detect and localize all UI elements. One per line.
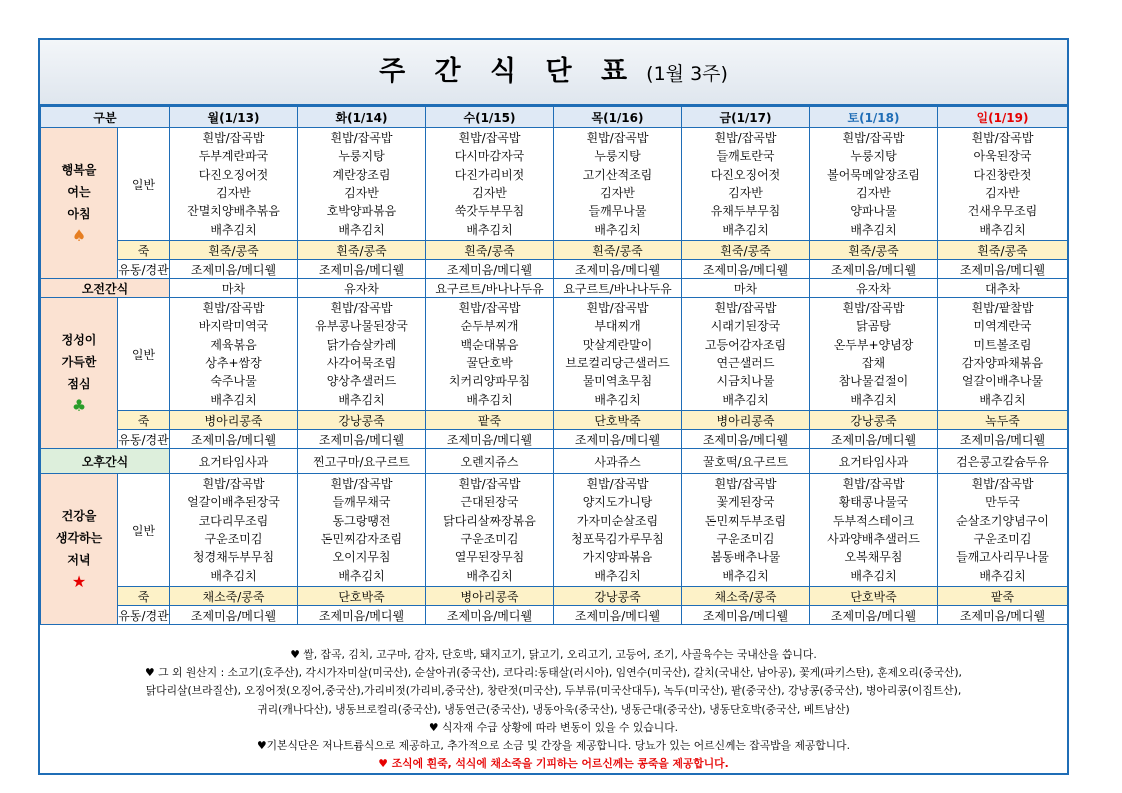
afternoon-snack-thu: 사과쥬스: [554, 449, 682, 474]
lunch-title-line: 점심: [67, 377, 91, 391]
lunch-juk-mon: 병아리콩죽: [170, 411, 298, 430]
dish-item: 배추김치: [979, 392, 1026, 407]
dish-item: 볼어묵메알장조림: [827, 167, 920, 182]
dinner-milk-fri: 조제미음/메디웰: [682, 606, 810, 625]
dish-item: 배추김치: [338, 222, 385, 237]
lunch-milk-wed: 조제미음/메디웰: [426, 430, 554, 449]
dish-item: 사과양배추샐러드: [827, 532, 920, 546]
lunch-suit-icon: ♣: [71, 396, 87, 415]
dish-item: 흰밥/잡곡밥: [202, 477, 265, 492]
morning-snack-sat: 유자차: [810, 279, 938, 298]
dinner-milk-wed: 조제미음/메디웰: [426, 606, 554, 625]
dish-item: 김자반: [985, 186, 1020, 200]
lunch-dishes-fri: [682, 298, 810, 411]
dish-item: 누룽지탕: [594, 149, 641, 164]
dish-item: 사각어묵조림: [326, 356, 397, 370]
lunch-juk-row: [41, 411, 1068, 430]
breakfast-milk-sun: 조제미음/메디웰: [938, 260, 1068, 279]
breakfast-juk-row: [41, 241, 1068, 260]
dish-item: 온두부+양념장: [833, 337, 914, 352]
dish-item: 김자반: [216, 186, 251, 200]
dish-item: 꿀단호박: [466, 356, 513, 370]
dish-item: 흰밥/잡곡밥: [971, 131, 1034, 146]
dish-item: 양파나물: [850, 204, 897, 219]
afternoon-snack-row: [41, 449, 1068, 474]
dish-item: 다진오징어젓: [198, 167, 269, 182]
dinner-dishes-thu: [554, 474, 682, 587]
day-header-tue: 화(1/14): [298, 107, 426, 128]
dinner-juk-sun: 팥죽: [938, 587, 1068, 606]
breakfast-juk-label: 죽: [118, 241, 170, 260]
breakfast-title-line: 아침: [67, 207, 91, 221]
dish-item: 닭곰탕: [856, 319, 891, 334]
breakfast-juk-wed: 흰죽/콩죽: [426, 241, 554, 260]
dish-item: 시금치나물: [716, 374, 775, 389]
dish-item: 구운조미김: [460, 532, 519, 546]
dinner-general-row: [41, 474, 1068, 587]
lunch-title: [41, 298, 118, 449]
morning-snack-thu: 요구르트/바나나두유: [554, 279, 682, 298]
dish-item: 잡채: [861, 356, 886, 370]
dish-item: 흰밥/잡곡밥: [842, 301, 905, 316]
dish-item: 상추+쌈장: [205, 356, 262, 370]
dish-item: 흰밥/잡곡밥: [842, 131, 905, 146]
dinner-juk-wed: 병아리콩죽: [426, 587, 554, 606]
dish-item: 흰밥/잡곡밥: [714, 477, 777, 492]
note-line-highlight: ♥ 조식에 흰죽, 석식에 채소죽을 기피하는 어르신께는 콩죽을 제공합니다.: [378, 757, 729, 771]
lunch-dishes-tue: [298, 298, 426, 411]
breakfast-milk-sat: 조제미음/메디웰: [810, 260, 938, 279]
morning-snack-fri: 마차: [682, 279, 810, 298]
dish-item: 봄동배추나물: [710, 550, 781, 565]
dish-item: 배추김치: [850, 392, 897, 407]
breakfast-milk-label: 유동/경관: [118, 260, 170, 279]
dish-item: 들깨무채국: [332, 495, 391, 510]
dish-item: 다진가리비젓: [454, 167, 525, 182]
dish-item: 누룽지탕: [850, 149, 897, 164]
breakfast-milk-thu: 조제미음/메디웰: [554, 260, 682, 279]
dish-item: 열무된장무침: [454, 550, 525, 565]
dinner-milk-label: 유동/경관: [118, 606, 170, 625]
dish-item: 쑥갓두부무침: [454, 204, 525, 219]
afternoon-snack-label: 오후간식: [41, 449, 170, 474]
dish-item: 구운조미김: [716, 532, 775, 546]
dish-item: 김자반: [472, 186, 507, 200]
lunch-milk-sun: 조제미음/메디웰: [938, 430, 1068, 449]
dish-item: 배추김치: [338, 392, 385, 407]
header-row: [41, 107, 1068, 128]
dish-item: 브로컬리당근샐러드: [565, 356, 670, 370]
breakfast-title-line: 여는: [67, 185, 91, 199]
breakfast-general-row: [41, 128, 1068, 241]
dish-item: 배추김치: [979, 222, 1026, 237]
dish-item: 감자양파채볶음: [961, 356, 1044, 370]
dish-item: 배추김치: [850, 568, 897, 583]
dish-item: 김자반: [856, 186, 891, 200]
dish-item: 구운조미김: [204, 532, 263, 546]
dish-item: 흰밥/잡곡밥: [330, 477, 393, 492]
dinner-milk-row: [41, 606, 1068, 625]
dish-item: 코다리무조림: [198, 513, 269, 528]
dish-item: 숙주나물: [210, 374, 257, 389]
dinner-juk-mon: 채소죽/콩죽: [170, 587, 298, 606]
note-line: ♥ 그 외 원산지 : 소고기(호주산), 각시가자미살(미국산), 순살아귀(중국산), 코다리:동태살(러시아), 임연수(미국산), 갈치(국내산, 남아공), 꽃게(파키스탄), 훈제오리(중국산),: [145, 666, 962, 680]
dish-item: 가자미순살조림: [576, 513, 659, 528]
dish-item: 흰밥/잡곡밥: [458, 477, 521, 492]
breakfast-milk-mon: 조제미음/메디웰: [170, 260, 298, 279]
dish-item: 배추김치: [722, 568, 769, 583]
afternoon-snack-wed: 오렌지쥬스: [426, 449, 554, 474]
weekly-menu-table: [40, 106, 1068, 625]
breakfast-title: [41, 128, 118, 279]
dish-item: 흰밥/팥찰밥: [971, 301, 1034, 316]
dish-item: 물미역초무침: [582, 374, 653, 389]
dish-item: 황태콩나물국: [838, 495, 909, 510]
dish-item: 만두국: [985, 495, 1020, 510]
morning-snack-label: 오전간식: [41, 279, 170, 298]
afternoon-snack-tue: 찐고구마/요구르트: [298, 449, 426, 474]
title-bar: [40, 40, 1067, 106]
lunch-juk-tue: 강낭콩죽: [298, 411, 426, 430]
breakfast-dishes-sun: [938, 128, 1068, 241]
dish-item: 제육볶음: [210, 337, 257, 352]
dish-item: 시래기된장국: [710, 319, 781, 334]
breakfast-general-label: 일반: [118, 128, 170, 241]
note-line: 귀리(캐나다산), 냉동브로컬리(중국산), 냉동연근(중국산), 냉동아욱(중국산), 냉동근대(중국산), 냉동단호박(중국산, 베트남산): [257, 702, 850, 716]
breakfast-milk-row: [41, 260, 1068, 279]
dish-item: 오이지무침: [332, 550, 391, 565]
dish-item: 들깨고사리무나물: [956, 550, 1049, 565]
dish-item: 순살조기양념구이: [956, 513, 1049, 528]
lunch-milk-tue: 조제미음/메디웰: [298, 430, 426, 449]
dish-item: 흰밥/잡곡밥: [330, 131, 393, 146]
dish-item: 청경채두부무침: [192, 550, 275, 565]
dish-item: 흰밥/잡곡밥: [586, 301, 649, 316]
note-line: ♥기본식단은 저나트륨식으로 제공하고, 추가적으로 소금 및 간장을 제공합니다. 당뇨가 있는 어르신께는 잡곡밥을 제공합니다.: [256, 738, 851, 752]
dinner-milk-sun: 조제미음/메디웰: [938, 606, 1068, 625]
dish-item: 배추김치: [466, 392, 513, 407]
lunch-milk-label: 유동/경관: [118, 430, 170, 449]
breakfast-suit-icon: ♠: [71, 226, 87, 245]
lunch-juk-fri: 병아리콩죽: [682, 411, 810, 430]
lunch-general-row: [41, 298, 1068, 411]
dish-item: 배추김치: [722, 392, 769, 407]
dinner-juk-row: [41, 587, 1068, 606]
dish-item: 부대찌개: [594, 319, 641, 334]
dish-item: 양상추샐러드: [326, 374, 397, 389]
dish-item: 미트볼조림: [973, 337, 1032, 352]
dinner-dishes-fri: [682, 474, 810, 587]
dish-item: 배추김치: [466, 568, 513, 583]
lunch-juk-sat: 강낭콩죽: [810, 411, 938, 430]
page-title: 주 간 식 단 표: [379, 56, 638, 87]
dish-item: 돈민찌두부조림: [704, 513, 787, 528]
lunch-milk-thu: 조제미음/메디웰: [554, 430, 682, 449]
note-line: ♥ 쌀, 잡곡, 김치, 고구마, 감자, 단호박, 돼지고기, 닭고기, 오리고기, 고등어, 조기, 사골육수는 국내산을 씁니다.: [290, 648, 817, 661]
dish-item: 김자반: [344, 186, 379, 200]
dish-item: 순두부찌개: [460, 319, 519, 334]
dinner-dishes-wed: [426, 474, 554, 587]
dish-item: 배추김치: [594, 568, 641, 583]
dish-item: 흰밥/잡곡밥: [586, 131, 649, 146]
dish-item: 배추김치: [210, 392, 257, 407]
dinner-juk-sat: 단호박죽: [810, 587, 938, 606]
dish-item: 고기산적조림: [582, 167, 653, 182]
dish-item: 흰밥/잡곡밥: [202, 301, 265, 316]
dish-item: 흰밥/잡곡밥: [458, 301, 521, 316]
breakfast-milk-fri: 조제미음/메디웰: [682, 260, 810, 279]
dinner-suit-icon: ★: [71, 572, 87, 591]
dinner-milk-tue: 조제미음/메디웰: [298, 606, 426, 625]
dish-item: 유채두부무침: [710, 204, 781, 219]
dish-item: 근대된장국: [460, 495, 519, 510]
dish-item: 배추김치: [210, 568, 257, 583]
breakfast-dishes-sat: [810, 128, 938, 241]
dinner-milk-mon: 조제미음/메디웰: [170, 606, 298, 625]
breakfast-dishes-tue: [298, 128, 426, 241]
dish-item: 구운조미김: [973, 532, 1032, 546]
dish-item: 오복채무침: [844, 550, 903, 565]
header-label: 구분: [41, 107, 170, 128]
dish-item: 가지양파볶음: [582, 550, 653, 565]
breakfast-juk-sun: 흰죽/콩죽: [938, 241, 1068, 260]
dish-item: 치커리양파무침: [448, 374, 531, 389]
dinner-juk-fri: 채소죽/콩죽: [682, 587, 810, 606]
dish-item: 동그랑땡전: [332, 513, 391, 528]
day-header-thu: 목(1/16): [554, 107, 682, 128]
dinner-title: [41, 474, 118, 625]
lunch-juk-wed: 팥죽: [426, 411, 554, 430]
morning-snack-sun: 대추차: [938, 279, 1068, 298]
afternoon-snack-sun: 검은콩고칼슘두유: [938, 449, 1068, 474]
day-header-mon: 월(1/13): [170, 107, 298, 128]
dish-item: 양지도가니탕: [582, 495, 653, 510]
dish-item: 배추김치: [979, 568, 1026, 583]
day-header-sat: 토(1/18): [810, 107, 938, 128]
dish-item: 꽃게된장국: [716, 495, 775, 510]
dish-item: 연근샐러드: [716, 356, 775, 370]
dish-item: 다진오징어젓: [710, 167, 781, 182]
dish-item: 흰밥/잡곡밥: [842, 477, 905, 492]
lunch-dishes-mon: [170, 298, 298, 411]
dish-item: 청포묵김가루무침: [571, 532, 664, 546]
dinner-general-label: 일반: [118, 474, 170, 587]
breakfast-title-line: 행복을: [61, 163, 97, 177]
dish-item: 흰밥/잡곡밥: [330, 301, 393, 316]
lunch-title-line: 가득한: [61, 355, 97, 369]
dish-item: 김자반: [600, 186, 635, 200]
dinner-dishes-sun: [938, 474, 1068, 587]
dish-item: 잔멸치양배추볶음: [187, 204, 280, 219]
lunch-dishes-wed: [426, 298, 554, 411]
breakfast-milk-tue: 조제미음/메디웰: [298, 260, 426, 279]
dinner-milk-thu: 조제미음/메디웰: [554, 606, 682, 625]
dinner-juk-label: 죽: [118, 587, 170, 606]
dish-item: 닭다리살짜장볶음: [443, 513, 536, 528]
afternoon-snack-sat: 요거타임사과: [810, 449, 938, 474]
morning-snack-row: [41, 279, 1068, 298]
dish-item: 계란장조림: [332, 167, 391, 182]
dinner-title-line: 건강을: [61, 509, 97, 523]
dish-item: 참나물겉절이: [838, 374, 909, 389]
dish-item: 배추김치: [722, 222, 769, 237]
dinner-juk-tue: 단호박죽: [298, 587, 426, 606]
dish-item: 흰밥/잡곡밥: [586, 477, 649, 492]
dish-item: 배추김치: [210, 222, 257, 237]
dish-item: 김자반: [728, 186, 763, 200]
breakfast-dishes-wed: [426, 128, 554, 241]
dinner-milk-sat: 조제미음/메디웰: [810, 606, 938, 625]
breakfast-milk-wed: 조제미음/메디웰: [426, 260, 554, 279]
breakfast-juk-thu: 흰죽/콩죽: [554, 241, 682, 260]
dish-item: 호박양파볶음: [326, 204, 397, 219]
dinner-dishes-mon: [170, 474, 298, 587]
lunch-juk-sun: 녹두죽: [938, 411, 1068, 430]
lunch-milk-fri: 조제미음/메디웰: [682, 430, 810, 449]
notes-section: [40, 646, 1067, 773]
dish-item: 흰밥/잡곡밥: [458, 131, 521, 146]
day-header-fri: 금(1/17): [682, 107, 810, 128]
lunch-milk-mon: 조제미음/메디웰: [170, 430, 298, 449]
dish-item: 돈민찌감자조림: [320, 532, 403, 546]
afternoon-snack-mon: 요거타임사과: [170, 449, 298, 474]
dish-item: 아욱된장국: [973, 149, 1032, 164]
lunch-juk-thu: 단호박죽: [554, 411, 682, 430]
dish-item: 얼갈이배추된장국: [187, 495, 280, 510]
dish-item: 건새우무조림: [967, 204, 1038, 219]
dish-item: 두부적스테이크: [832, 513, 915, 528]
lunch-general-label: 일반: [118, 298, 170, 411]
dish-item: 배추김치: [594, 392, 641, 407]
lunch-juk-label: 죽: [118, 411, 170, 430]
dinner-dishes-sat: [810, 474, 938, 587]
dish-item: 미역계란국: [973, 319, 1032, 334]
dinner-title-line: 생각하는: [55, 531, 103, 545]
dinner-dishes-tue: [298, 474, 426, 587]
dinner-title-line: 저녁: [67, 553, 91, 567]
page-subtitle: (1월 3주): [646, 63, 728, 85]
breakfast-dishes-fri: [682, 128, 810, 241]
dish-item: 다시마감자국: [454, 149, 525, 164]
morning-snack-tue: 유자차: [298, 279, 426, 298]
dish-item: 흰밥/잡곡밥: [971, 477, 1034, 492]
menu-sheet: [38, 38, 1069, 775]
dish-item: 얼갈이배추나물: [961, 374, 1044, 389]
morning-snack-mon: 마차: [170, 279, 298, 298]
dish-item: 누룽지탕: [338, 149, 385, 164]
dish-item: 흰밥/잡곡밥: [714, 301, 777, 316]
breakfast-juk-tue: 흰죽/콩죽: [298, 241, 426, 260]
dish-item: 고등어감자조림: [704, 337, 787, 352]
dinner-juk-thu: 강낭콩죽: [554, 587, 682, 606]
dish-item: 흰밥/잡곡밥: [714, 131, 777, 146]
dish-item: 배추김치: [338, 568, 385, 583]
breakfast-juk-fri: 흰죽/콩죽: [682, 241, 810, 260]
dish-item: 흰밥/잡곡밥: [202, 131, 265, 146]
dish-item: 닭가슴살카레: [326, 337, 397, 352]
lunch-dishes-sun: [938, 298, 1068, 411]
day-header-sun: 일(1/19): [938, 107, 1068, 128]
lunch-milk-sat: 조제미음/메디웰: [810, 430, 938, 449]
dish-item: 맛살계란말이: [582, 337, 653, 352]
day-header-wed: 수(1/15): [426, 107, 554, 128]
dish-item: 배추김치: [466, 222, 513, 237]
afternoon-snack-fri: 꿀호떡/요구르트: [682, 449, 810, 474]
dish-item: 들깨토란국: [716, 149, 775, 164]
breakfast-dishes-thu: [554, 128, 682, 241]
lunch-milk-row: [41, 430, 1068, 449]
dish-item: 들깨무나물: [588, 204, 647, 219]
morning-snack-wed: 요구르트/바나나두유: [426, 279, 554, 298]
breakfast-juk-sat: 흰죽/콩죽: [810, 241, 938, 260]
dish-item: 두부계란파국: [198, 149, 269, 164]
dish-item: 바지락미역국: [198, 319, 269, 334]
dish-item: 유부콩나물된장국: [315, 319, 408, 334]
lunch-dishes-thu: [554, 298, 682, 411]
note-line: ♥ 식자재 수급 상황에 따라 변동이 있을 수 있습니다.: [428, 720, 679, 734]
dish-item: 백순대볶음: [460, 337, 519, 352]
breakfast-dishes-mon: [170, 128, 298, 241]
dish-item: 배추김치: [850, 222, 897, 237]
lunch-dishes-sat: [810, 298, 938, 411]
dish-item: 다진창란젓: [973, 167, 1032, 182]
note-line: 닭다리살(브라질산), 오징어젓(오징어,중국산),가리비젓(가리비,중국산), 창란젓(미국산), 두부류(미국산대두), 녹두(미국산), 팥(중국산), 강낭콩(중국산), 병아리콩(이집트산),: [145, 684, 962, 698]
lunch-title-line: 정성이: [61, 333, 97, 347]
breakfast-juk-mon: 흰죽/콩죽: [170, 241, 298, 260]
dish-item: 배추김치: [594, 222, 641, 237]
